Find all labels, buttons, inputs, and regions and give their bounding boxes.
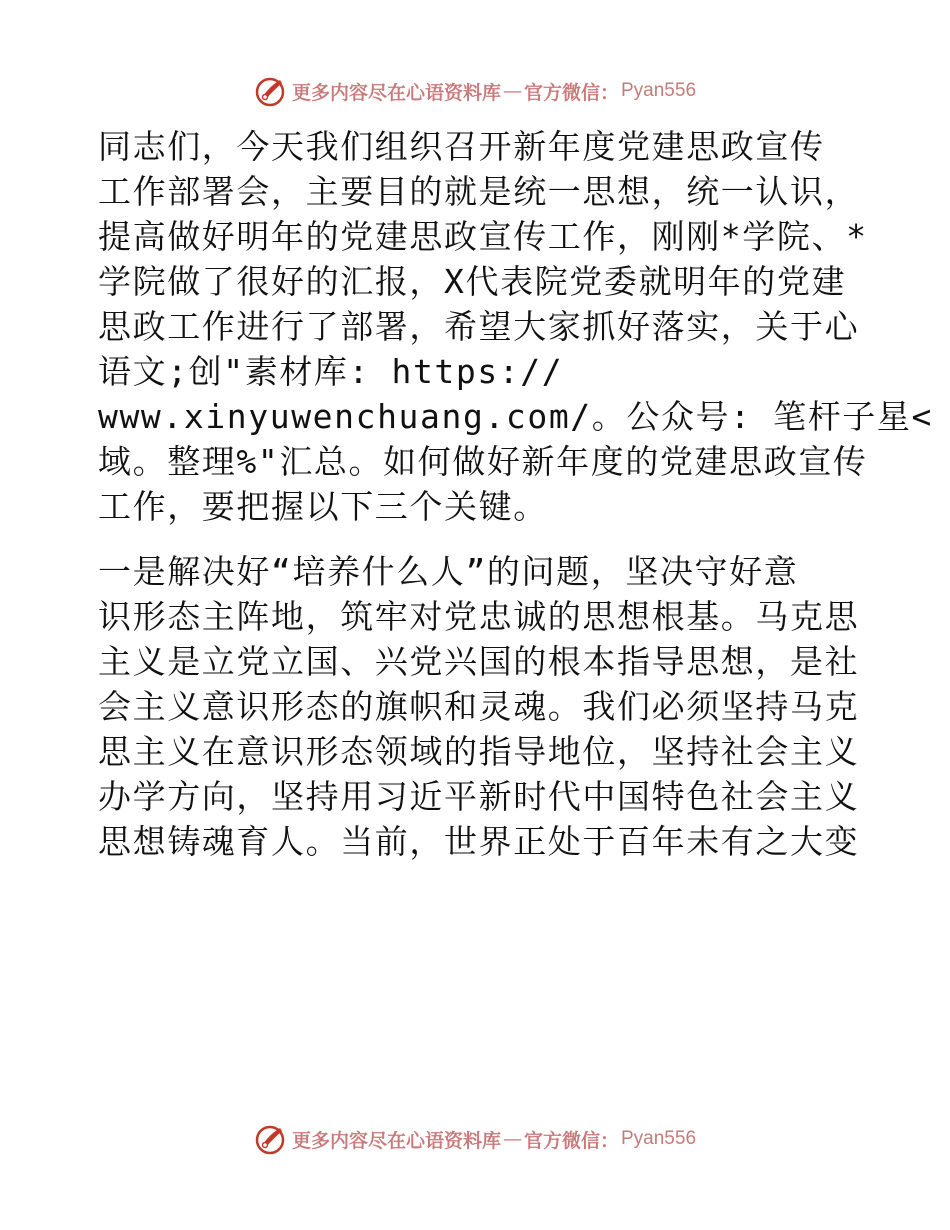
text-line: 工作部署会，主要目的就是统一思想，统一认识， — [98, 172, 860, 211]
text-line: 思政工作进行了部署，希望大家抓好落实，关于心 — [98, 307, 860, 346]
text-line: 学院做了很好的汇报，X代表院党委就明年的党建 — [98, 262, 847, 301]
footer-wechat-label: 官方微信： — [523, 1129, 619, 1152]
pen-logo-icon — [254, 1122, 288, 1156]
text-line: 提高做好明年的党建思政宣传工作，刚刚*学院、* — [98, 217, 868, 256]
footer-watermark-banner — [0, 1119, 950, 1159]
paragraph-1 — [98, 124, 933, 529]
paragraph-gap — [98, 529, 858, 549]
header-separator: — — [502, 80, 522, 102]
header-wechat-id: Pyan556 — [621, 80, 697, 101]
text-line: 语文;创"素材库: https:// — [98, 352, 564, 391]
footer-separator: — — [502, 1128, 522, 1150]
text-line: 思主义在意识形态领域的指导地位，坚持社会主义 — [98, 732, 860, 771]
text-line: www.xinyuwenchuang.com/。公众号: 笔杆子星< — [98, 397, 933, 436]
header-watermark-banner — [0, 71, 950, 111]
pen-logo-icon — [254, 74, 288, 108]
footer-brand-text: 更多内容尽在心语资料库 — [291, 1129, 501, 1152]
text-line: 工作，要把握以下三个关键。 — [98, 487, 548, 526]
document-body — [98, 124, 933, 864]
text-line: 一是解决好“培养什么人”的问题，坚决守好意 — [98, 552, 799, 591]
paragraph-2 — [98, 549, 858, 864]
header-wechat-label: 官方微信： — [523, 81, 619, 104]
footer-wechat-id: Pyan556 — [621, 1128, 697, 1149]
text-line: 思想铸魂育人。当前，世界正处于百年未有之大变 — [98, 822, 860, 861]
text-line: 主义是立党立国、兴党兴国的根本指导思想，是社 — [98, 642, 860, 681]
header-brand-text: 更多内容尽在心语资料库 — [291, 81, 501, 104]
text-line: 同志们，今天我们组织召开新年度党建思政宣传 — [98, 127, 825, 166]
text-line: 办学方向，坚持用习近平新时代中国特色社会主义 — [98, 777, 860, 816]
text-line: 识形态主阵地，筑牢对党忠诚的思想根基。马克思 — [98, 597, 860, 636]
text-line: 域。整理%"汇总。如何做好新年度的党建思政宣传 — [98, 442, 868, 481]
text-line: 会主义意识形态的旗帜和灵魂。我们必须坚持马克 — [98, 687, 860, 726]
